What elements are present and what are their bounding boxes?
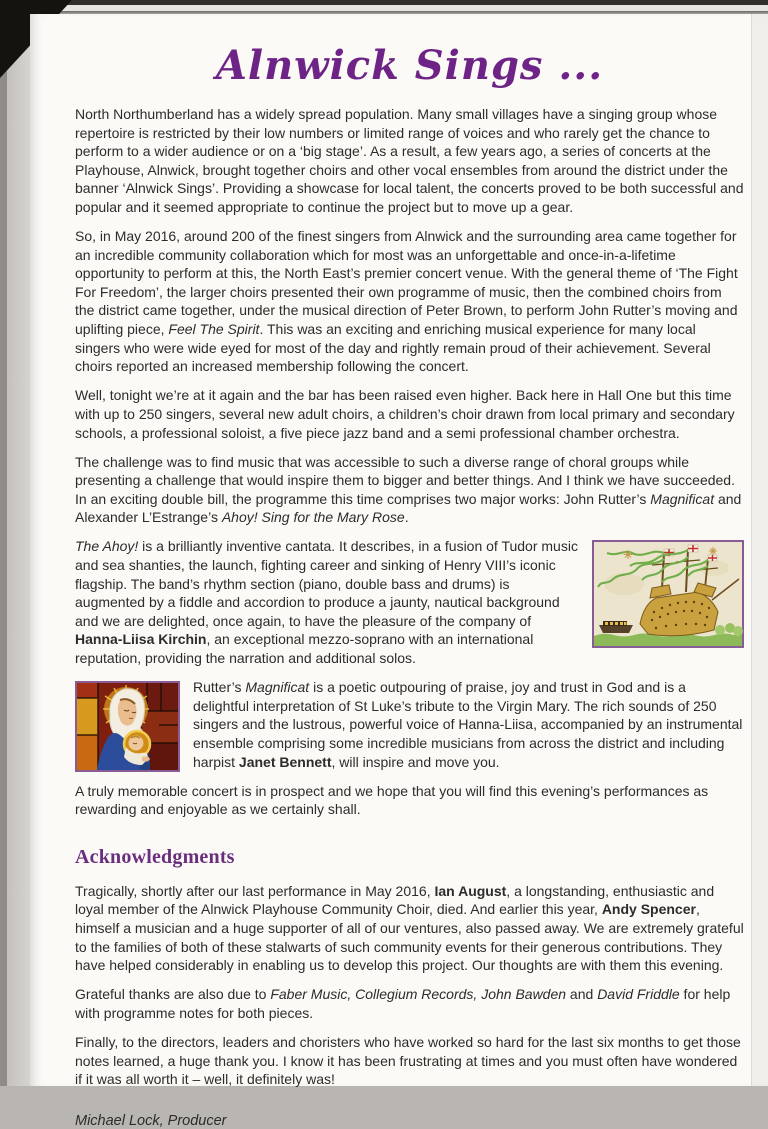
paragraph-ahoy: The Ahoy! is a brilliantly inventive cantata. It describes, in a fusion of Tudor music and sea shanties, the launch, fighting career and sinking of Henry VIII’s iconic flagship. The band’s rhythm section (piano, double bass and drums) is augmented by a fiddle and accordion to produce a jaunty, nautical background and we are delighted, once again, to have the pleasure of the company of Hanna-Liisa Kirchin, an exceptional mezzo-soprano with an international reputation, providing the narration and additional solos. bbox=[75, 537, 744, 667]
acknowledgments-heading: Acknowledgments bbox=[75, 845, 235, 868]
paragraph-intro: North Northumberland has a widely spread population. Many small villages have a singing group whose repertoire is restricted by their low numbers or limited range of voices and who rarely get the chance to perform to a wider audience or on a ‘big stage’. As a result, a few years ago, a series of concerts at the Playhouse, Alnwick, brought together choirs and other vocal ensembles from around the district under the banner ‘Alnwick Sings’. Providing a showcase for local talent, the concerts proved to be both successful and popular and it seemed appropriate to continue the project but to move up a gear. bbox=[75, 106, 744, 215]
scan-edge-right bbox=[752, 14, 768, 1086]
paragraph-thanks: Grateful thanks are also due to Faber Music, Collegium Records, John Bawden and David Friddle for help with programme notes for both pieces. bbox=[75, 986, 731, 1021]
page bbox=[30, 14, 768, 1129]
producer-signature: Michael Lock, Producer bbox=[75, 1112, 227, 1129]
page-title: Alnwick Sings ... bbox=[215, 42, 604, 89]
paragraph-tonight: Well, tonight we’re at it again and the bar has been raised even higher. Back here in Hall One but this time with up to 250 singers, several new adult choirs, a children’s choir drawn from local primary and secondary schools, a professional soloist, a five piece jazz band and a semi professional chamber orchestra. bbox=[75, 387, 735, 441]
paragraph-tributes: Tragically, shortly after our last performance in May 2016, Ian August, a longstanding, enthusiastic and loyal member of the Alnwick Playhouse Community Choir, died. And earlier this year, Andy Spencer, himself a musician and a huge supporter of all of our ventures, also passed away. We are extremely grateful to the families of both of these stalwarts of such community events for their generous contributions. They have helped considerably in enabling us to develop this project. Our thoughts are with them this evening. bbox=[75, 882, 744, 974]
paragraph-magnificat: Rutter’s Magnificat is a poetic outpouring of praise, joy and trust in God and is a delightful interpretation of St Luke’s tribute to the Virgin Mary. The rich sounds of 250 singers and the lustrous, powerful voice of Hanna-Liisa, accompanied by an instrumental ensemble comprising some incredible musicians from across the district and including harpist Janet Bennett, will inspire and move you. bbox=[75, 678, 744, 771]
paragraph-may-2016: So, in May 2016, around 200 of the finest singers from Alnwick and the surrounding area came together for an incredible community collaboration which for most was an unforgettable and once-in-a-lifetime opportunity to perform at this, the North East’s premier concert venue. With the general theme of ‘The Fight For Freedom’, the larger choirs presented their own programme of music, then the combined choirs from the district came together, under the musical direction of Peter Brown, to perform John Rutter’s moving and uplifting piece, Feel The Spirit. This was an exciting and enriching musical experience for many local singers who were wide eyed for most of the day and rightly remain proud of their achievement. Several choirs reported an increased membership following the concert. bbox=[75, 228, 738, 375]
paragraph-challenge: The challenge was to find music that was accessible to such a diverse range of choral groups while presenting a challenge that would inspire them to bigger and better things. And I think we have succeeded. In an exciting double bill, the programme this time comprises two major works: John Rutter’s Magnificat and Alexander L’Estrange’s Ahoy! Sing for the Mary Rose. bbox=[75, 453, 742, 526]
scan-edge-left bbox=[0, 0, 7, 1086]
scan-edge-left-inner bbox=[7, 0, 30, 1086]
page-content bbox=[30, 14, 768, 1129]
paragraph-memorable: A truly memorable concert is in prospect and we hope that you will find this evening’s performances as rewarding and enjoyable as we certainly shall. bbox=[75, 782, 709, 818]
madonna-and-child-stained-glass-image bbox=[75, 681, 180, 772]
paragraph-finally: Finally, to the directors, leaders and choristers who have worked so hard for the last six months to get those notes learned, a huge thank you. I know it has been frustrating at times and you must often have wondered if it was all worth it – well, it definitely was! bbox=[75, 1033, 741, 1088]
mary-rose-ship-image bbox=[592, 540, 744, 648]
